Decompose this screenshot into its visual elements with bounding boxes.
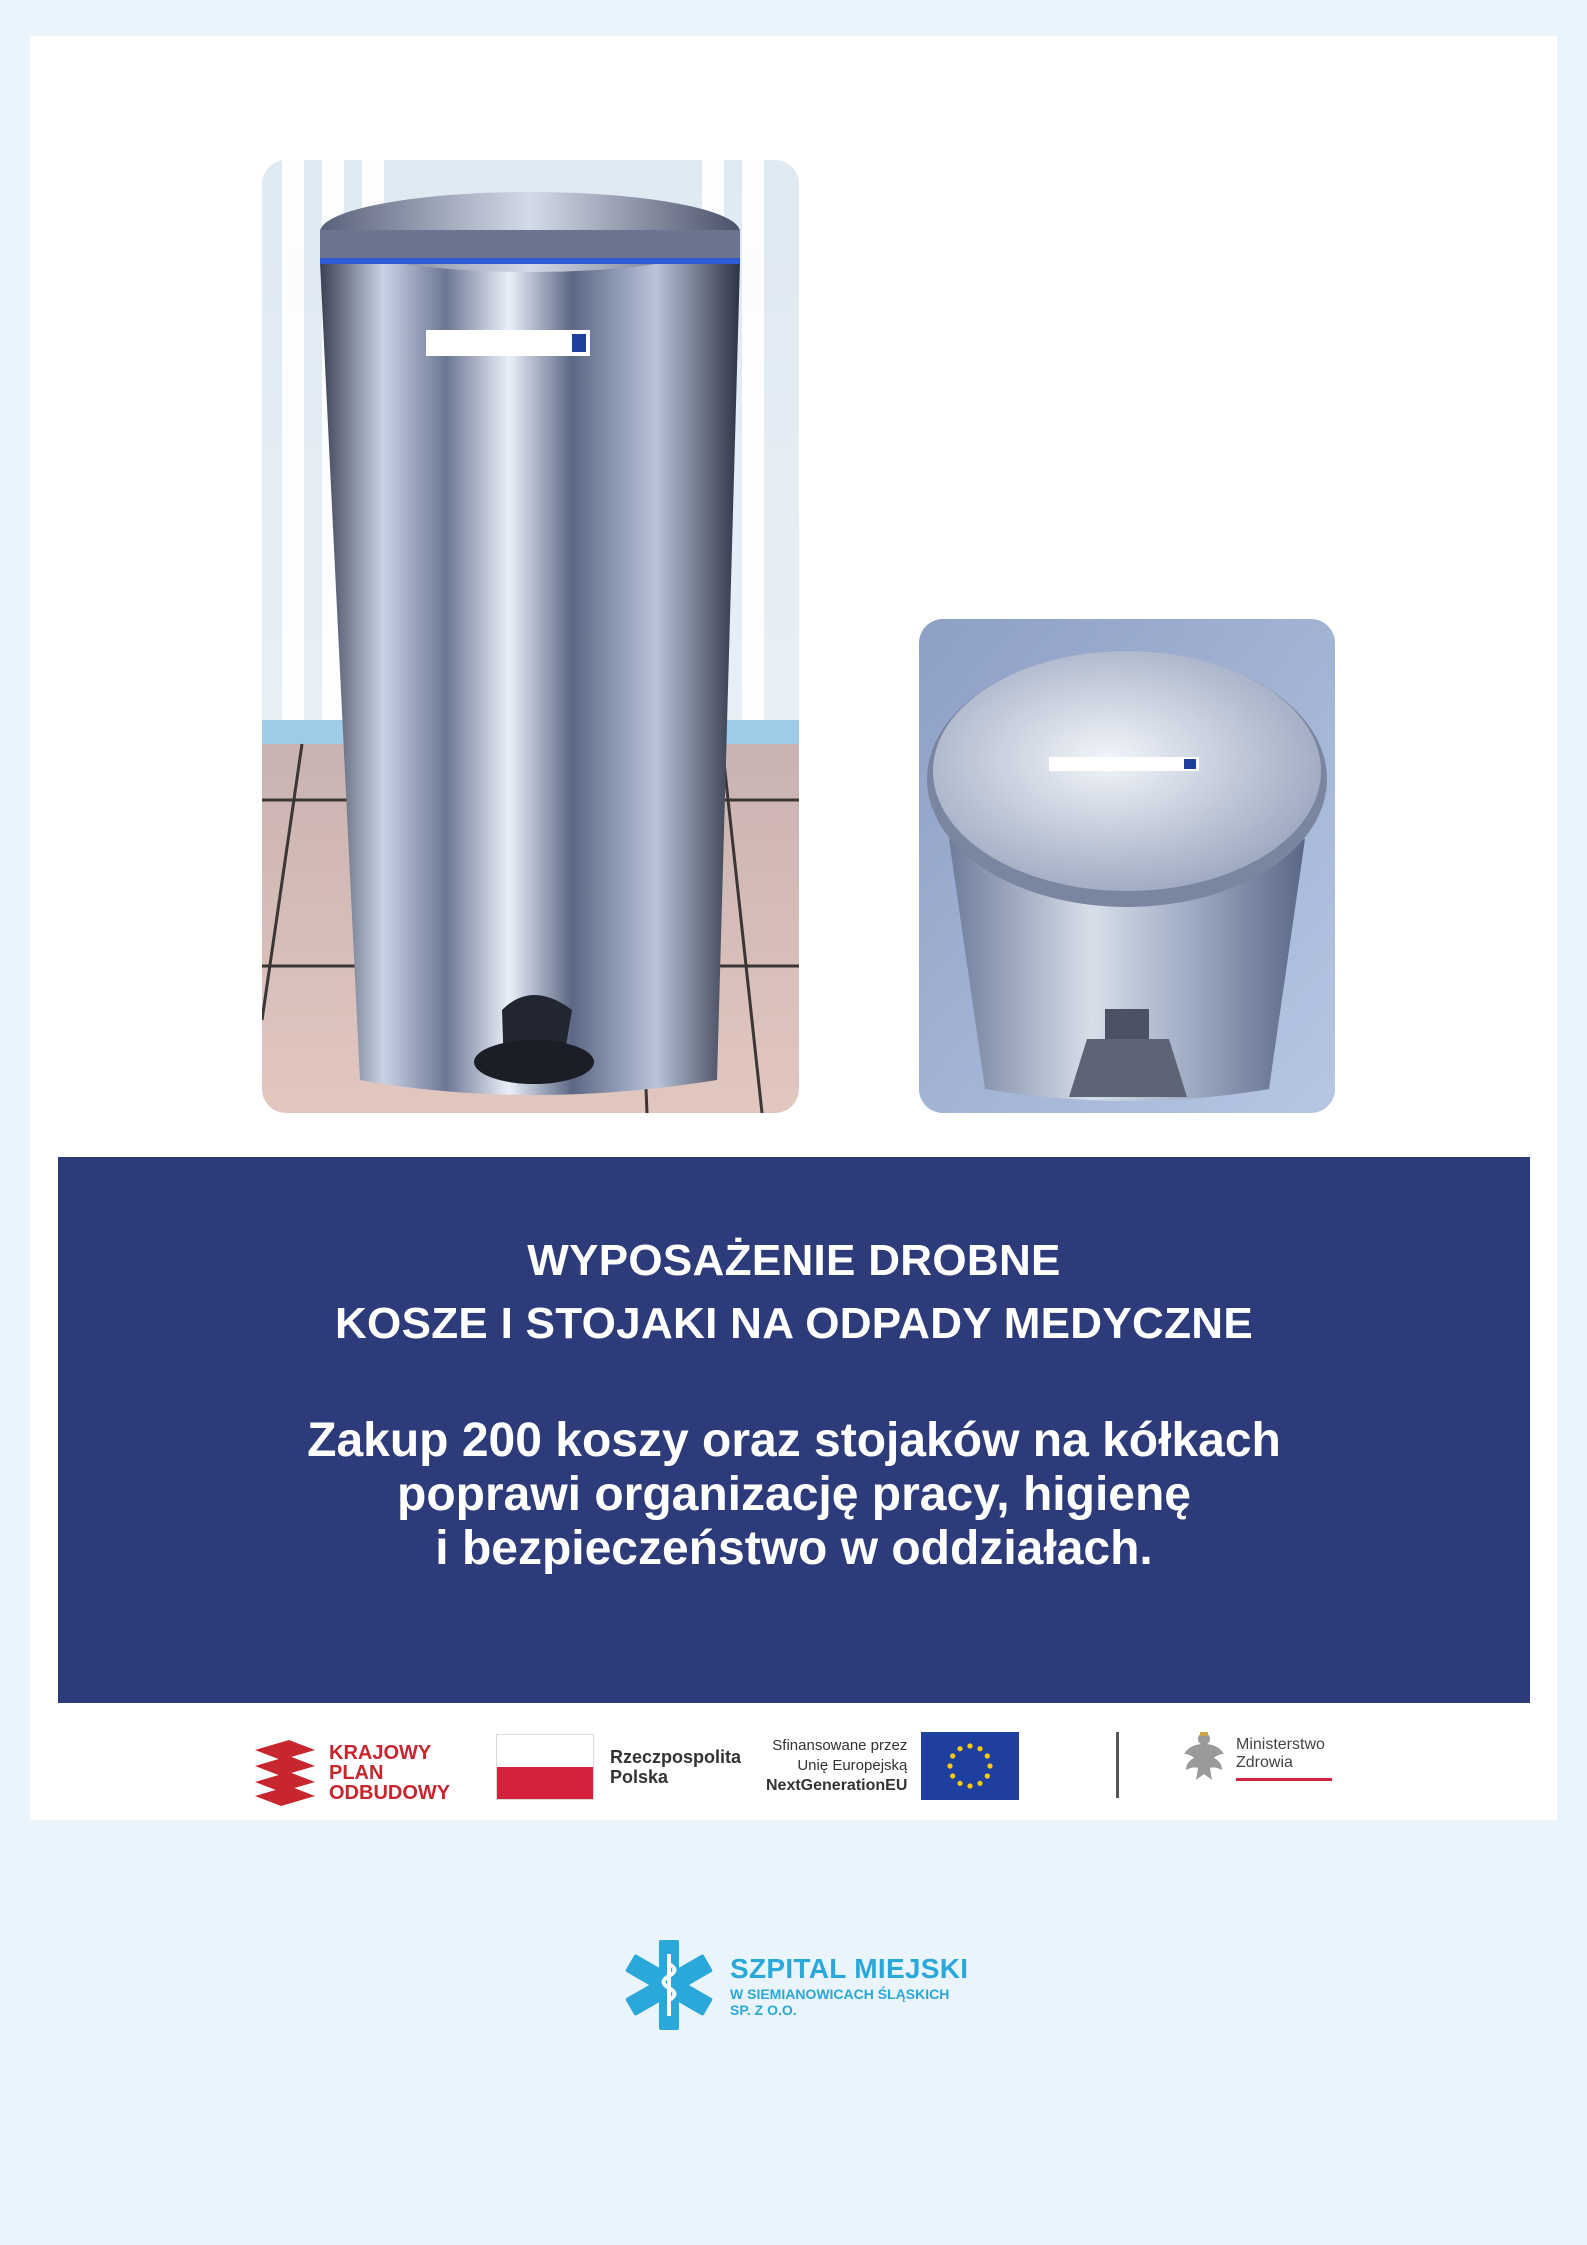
kpo-line1: KRAJOWY [329,1742,432,1764]
poland-flag-icon [496,1734,594,1800]
star-of-life-icon [624,1940,714,2030]
mz-line1: Ministerstwo [1236,1735,1325,1753]
kpo-logo [255,1740,450,1806]
rp-logo [496,1734,741,1800]
rp-line1: Rzeczpospolita [610,1747,742,1767]
hospital-logo [624,1940,968,2030]
mz-logo [1180,1730,1332,1786]
eu-logo [766,1732,1019,1800]
kpo-mark-icon [255,1740,315,1806]
hospital-text [730,1952,968,2018]
kpo-text [329,1743,450,1803]
logo-divider [1116,1732,1119,1798]
tall-bin-photo [262,160,799,1113]
eu-line3: NextGenerationEU [766,1777,908,1794]
banner-title-line2: KOSZE I STOJAKI NA ODPADY MEDYCZNE [334,1299,1254,1348]
banner-body-line1: Zakup 200 koszy oraz stojaków na kółkach [307,1414,1281,1467]
banner-title-line1: WYPOSAŻENIE DROBNE [527,1236,1061,1285]
mz-underline [1236,1778,1332,1781]
tall-bin-image [262,160,799,1113]
banner-body-line3: i bezpieczeństwo w oddziałach. [435,1522,1153,1575]
eu-line1: Sfinansowane przez [772,1737,908,1754]
hospital-location: W SIEMIANOWICACH ŚLĄSKICH [730,1986,950,2002]
mz-line2: Zdrowia [1236,1753,1293,1771]
rp-line2: Polska [610,1767,669,1787]
small-bin-image [919,619,1335,1113]
mz-text [1236,1736,1332,1781]
eagle-emblem-icon [1180,1730,1228,1786]
banner-body-line2: poprawi organizację pracy, higienę [397,1468,1191,1521]
small-bin-photo [919,619,1335,1113]
eu-text [766,1736,907,1796]
kpo-line2: PLAN [329,1762,384,1784]
hospital-name: SZPITAL MIEJSKI [730,1953,969,1984]
banner-title [58,1229,1530,1355]
hospital-legal-form: SP. Z O.O. [730,2002,797,2018]
info-banner [58,1157,1530,1703]
funding-logos-row [30,1720,1557,1820]
eu-flag-icon [921,1732,1019,1800]
eu-line2: Unię Europejską [797,1757,908,1774]
rp-text [610,1747,741,1787]
kpo-line3: ODBUDOWY [329,1782,451,1804]
banner-body [58,1414,1530,1576]
poster-card [30,36,1557,1820]
